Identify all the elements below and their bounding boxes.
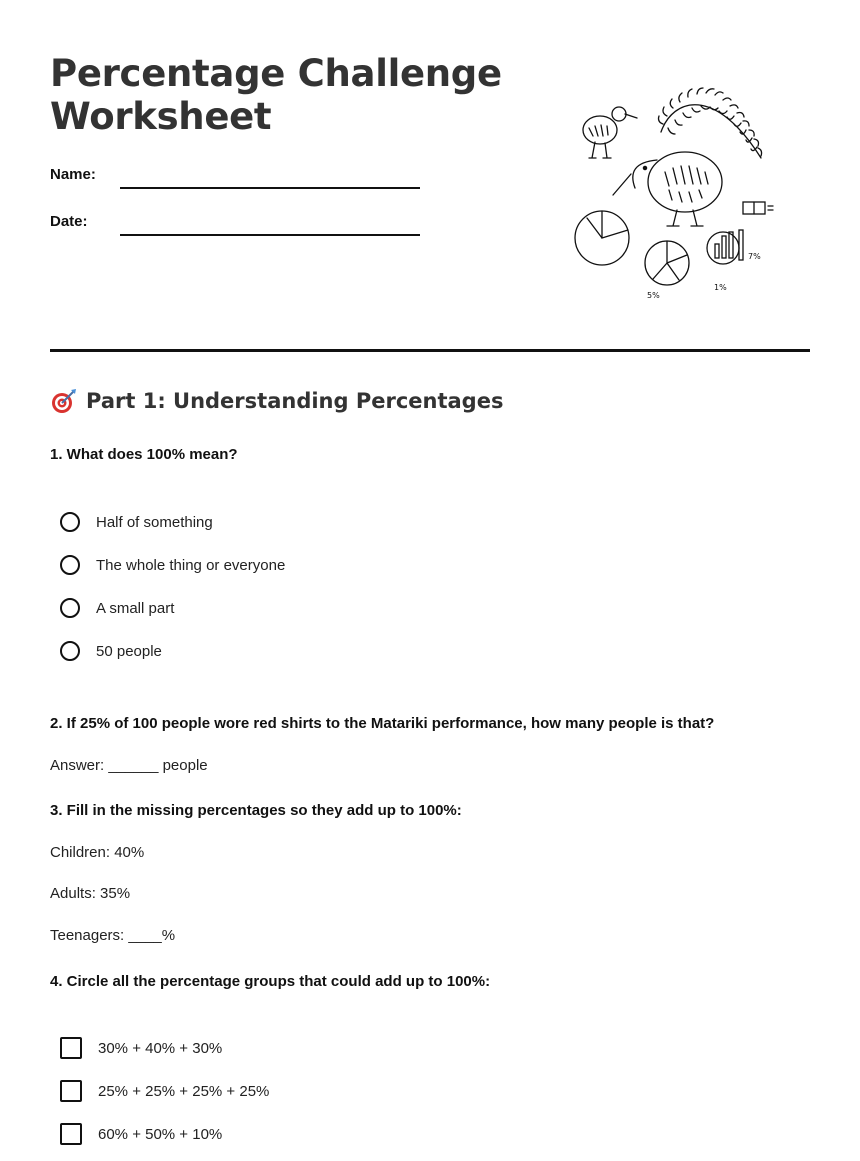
q4-option[interactable] xyxy=(60,1080,269,1102)
q3-line-children: Children: 40% xyxy=(50,844,145,861)
question-1: 1. What does 100% mean? xyxy=(50,446,238,463)
option-label: The whole thing or everyone xyxy=(96,556,286,574)
question-2: 2. If 25% of 100 people wore red shirts to the Matariki performance, how many people is that? xyxy=(50,715,715,732)
option-label: 50 people xyxy=(96,642,162,660)
illus-label-5: 5% xyxy=(647,291,660,300)
q3-line-teenagers[interactable]: Teenagers: ____% xyxy=(50,927,176,944)
checkbox[interactable] xyxy=(60,1037,82,1059)
name-label: Name: xyxy=(50,166,96,183)
q1-option[interactable] xyxy=(60,555,285,575)
date-label: Date: xyxy=(50,213,88,230)
q4-option[interactable] xyxy=(60,1037,222,1059)
bar-chart-icon xyxy=(707,230,743,264)
option-label: A small part xyxy=(96,599,175,617)
pie-chart-icon xyxy=(645,241,689,285)
q3-line-adults: Adults: 35% xyxy=(50,885,131,902)
radio-button[interactable] xyxy=(60,598,80,618)
option-label: Half of something xyxy=(96,513,213,531)
q1-option[interactable] xyxy=(60,512,213,532)
radio-button[interactable] xyxy=(60,555,80,575)
option-label: 30% + 40% + 30% xyxy=(98,1039,223,1057)
worksheet-title: Percentage Challenge Worksheet xyxy=(50,52,502,138)
part1-title: Part 1: Understanding Percentages xyxy=(86,389,504,413)
name-field[interactable] xyxy=(120,187,420,189)
kiwi-bird-icon xyxy=(613,152,722,226)
target-icon xyxy=(50,388,78,414)
radio-button[interactable] xyxy=(60,512,80,532)
checkbox[interactable] xyxy=(60,1123,82,1145)
option-label: 25% + 25% + 25% + 25% xyxy=(98,1082,270,1100)
date-field[interactable] xyxy=(120,234,420,236)
q2-answer[interactable]: Answer: ______ people xyxy=(50,757,208,774)
kiwi-bird-icon xyxy=(583,107,637,158)
q1-option[interactable] xyxy=(60,641,162,661)
q4-option[interactable] xyxy=(60,1123,222,1145)
fern-icon xyxy=(659,88,762,158)
kiwi-illustration xyxy=(565,80,790,310)
section-divider xyxy=(50,349,810,352)
option-label: 60% + 50% + 10% xyxy=(98,1125,223,1143)
part1-heading xyxy=(50,388,503,414)
illus-label-7: 7% xyxy=(748,252,761,261)
q1-option[interactable] xyxy=(60,598,174,618)
question-4: 4. Circle all the percentage groups that could add up to 100%: xyxy=(50,973,491,990)
pie-chart-icon xyxy=(575,211,629,265)
radio-button[interactable] xyxy=(60,641,80,661)
checkbox[interactable] xyxy=(60,1080,82,1102)
illus-label-1: 1% xyxy=(714,283,727,292)
question-3: 3. Fill in the missing percentages so they add up to 100%: xyxy=(50,802,462,819)
